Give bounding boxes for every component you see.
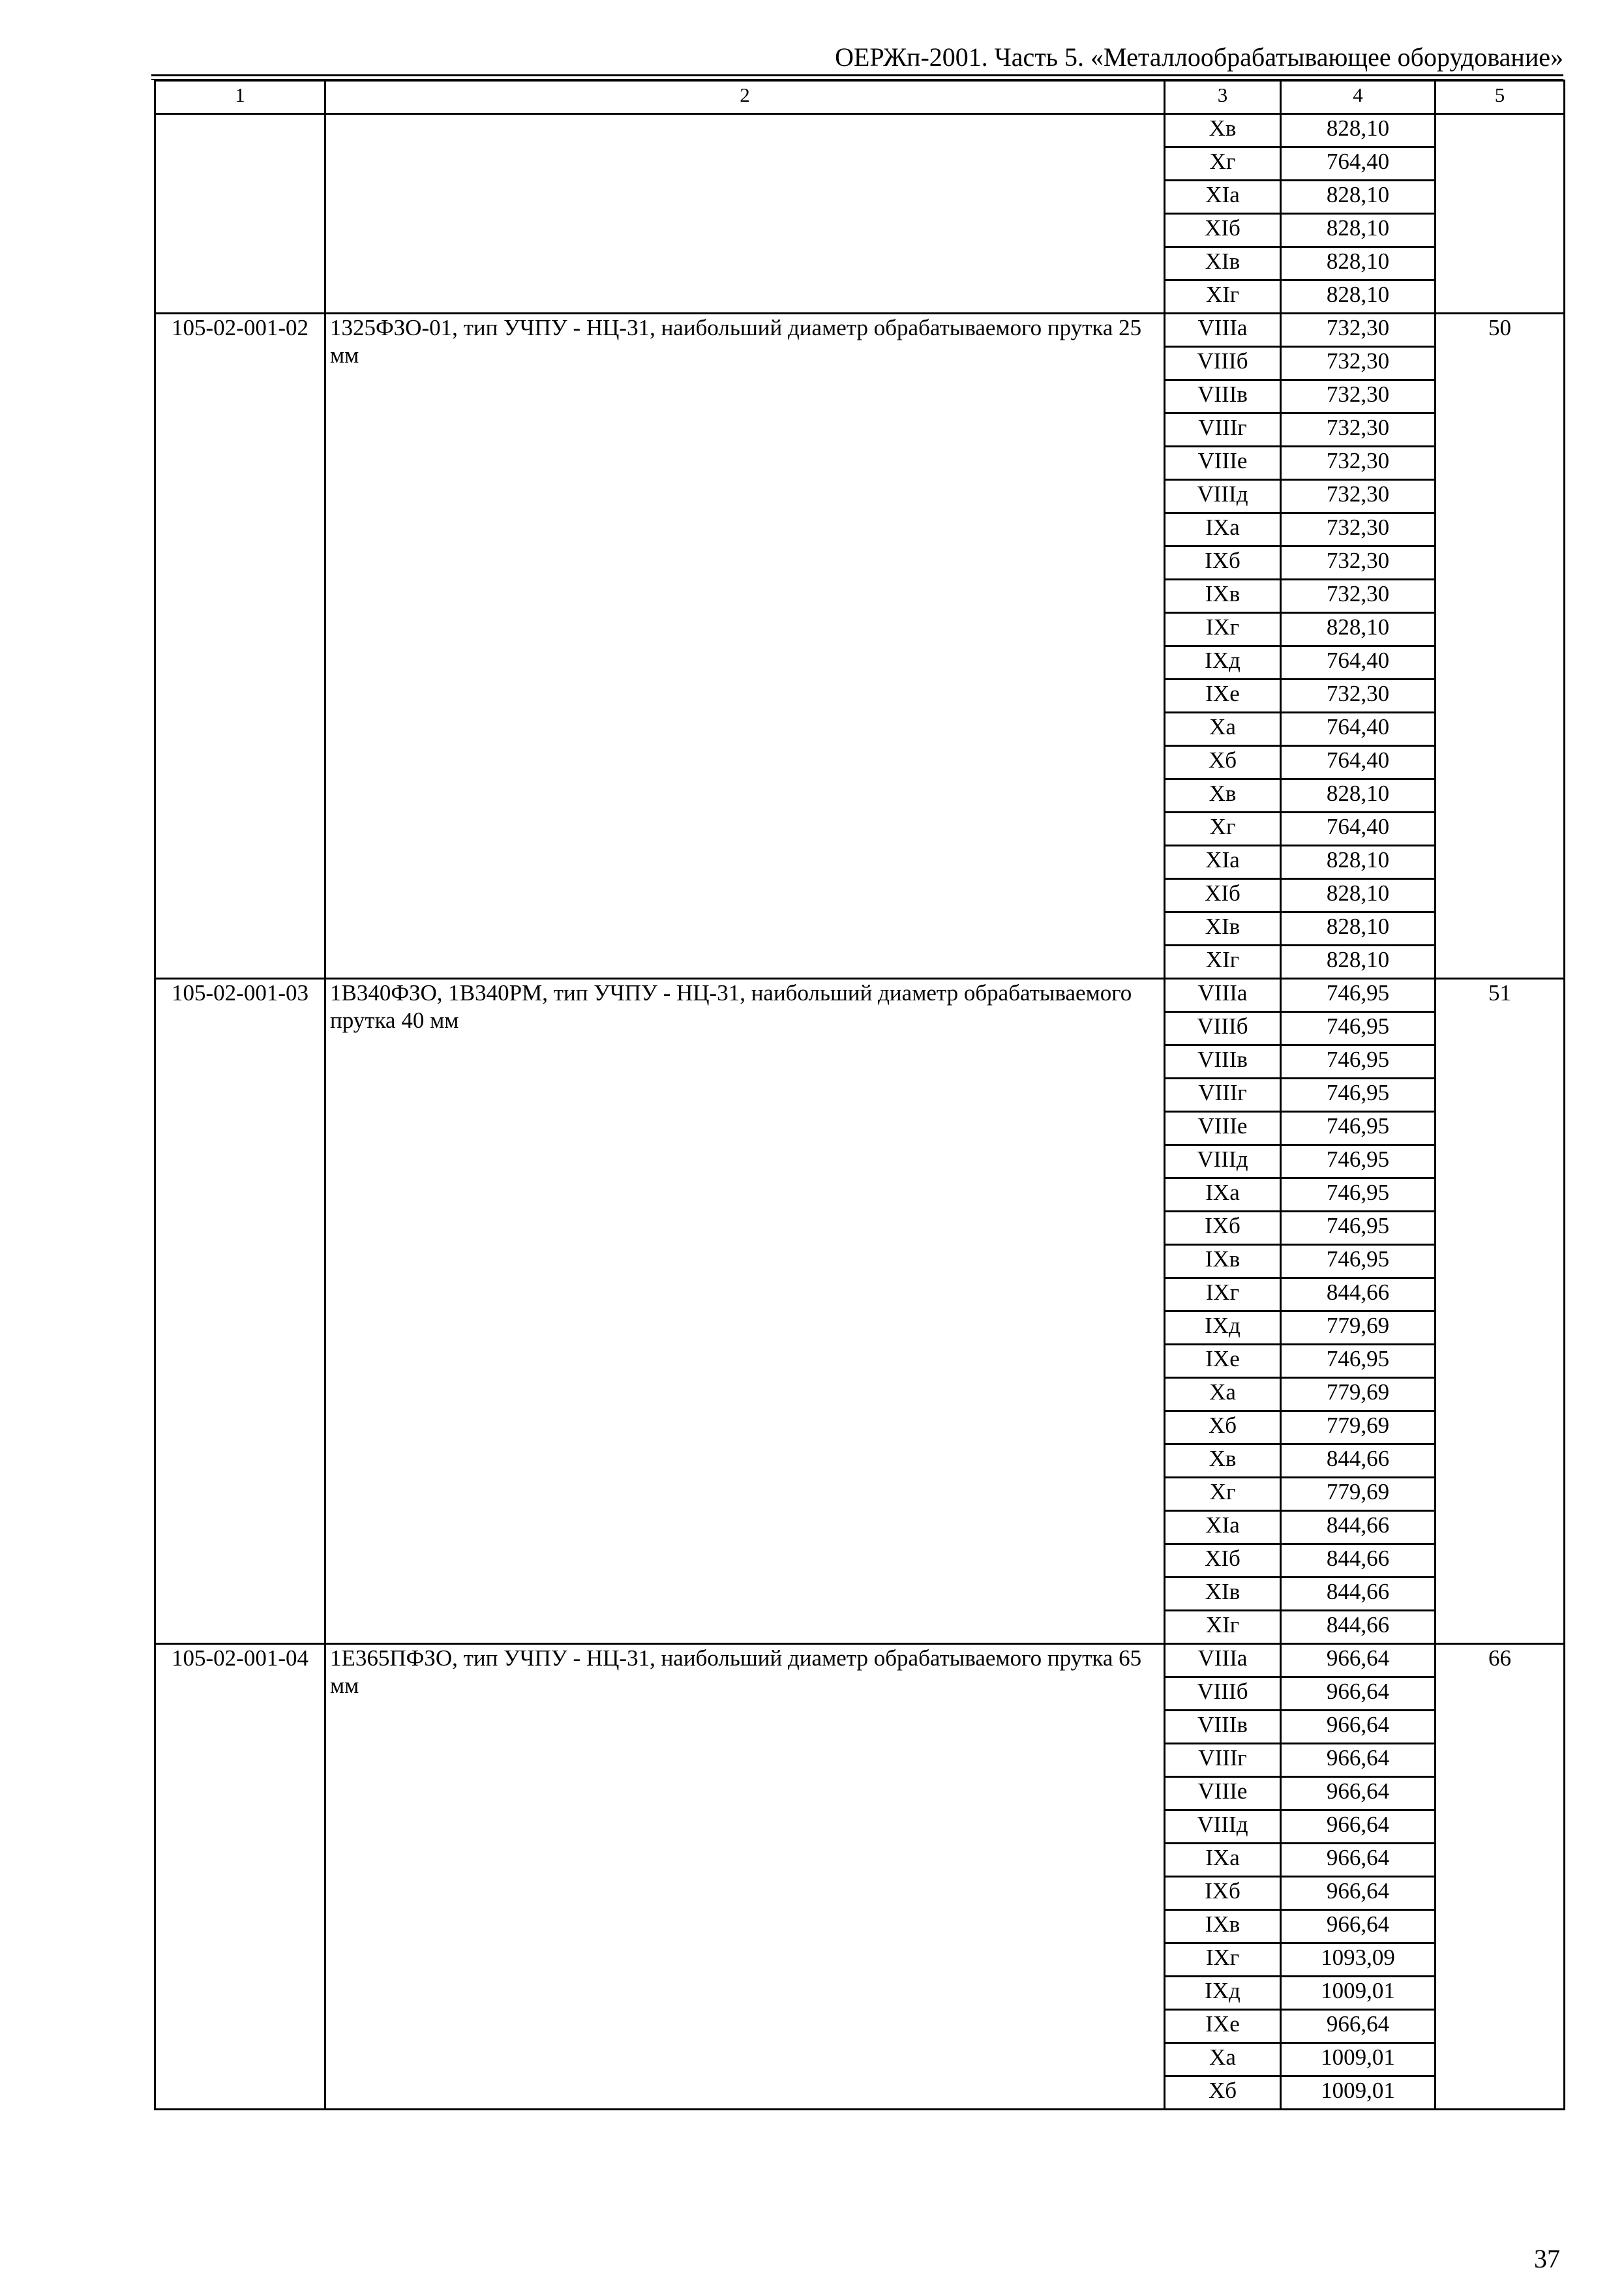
zone-code: IXг xyxy=(1165,613,1281,646)
zone-code: Xб xyxy=(1165,1411,1281,1444)
zone-price: 966,64 xyxy=(1281,1777,1436,1810)
zone-code: IXб xyxy=(1165,1212,1281,1245)
zone-code: XIв xyxy=(1165,912,1281,946)
zone-price: 732,30 xyxy=(1281,347,1436,380)
zone-price: 746,95 xyxy=(1281,1245,1436,1278)
zone-price: 746,95 xyxy=(1281,1145,1436,1178)
zone-code: VIIIд xyxy=(1165,480,1281,513)
zone-price: 779,69 xyxy=(1281,1411,1436,1444)
zone-price: 732,30 xyxy=(1281,380,1436,413)
column-number-4: 4 xyxy=(1281,81,1436,114)
zone-price: 764,40 xyxy=(1281,147,1436,181)
equipment-description xyxy=(325,114,1165,314)
zone-price: 732,30 xyxy=(1281,513,1436,546)
zone-code: XIб xyxy=(1165,879,1281,912)
zone-price: 828,10 xyxy=(1281,879,1436,912)
zone-price: 732,30 xyxy=(1281,447,1436,480)
zone-code: VIIIа xyxy=(1165,979,1281,1012)
table-row xyxy=(155,979,1565,1012)
zone-code: IXе xyxy=(1165,1345,1281,1378)
zone-price: 828,10 xyxy=(1281,946,1436,979)
zone-code: Xа xyxy=(1165,2043,1281,2076)
page-number: 37 xyxy=(1534,2244,1560,2273)
zone-code: Xв xyxy=(1165,114,1281,147)
zone-price: 764,40 xyxy=(1281,813,1436,846)
group-extra-value xyxy=(1436,114,1565,314)
zone-price: 746,95 xyxy=(1281,1012,1436,1045)
zone-price: 966,64 xyxy=(1281,1677,1436,1711)
zone-code: IXа xyxy=(1165,513,1281,546)
zone-code: IXд xyxy=(1165,1311,1281,1345)
zone-code: XIв xyxy=(1165,1578,1281,1611)
rates-table-body xyxy=(155,81,1565,2110)
zone-code: IXа xyxy=(1165,1844,1281,1877)
zone-code: IXб xyxy=(1165,546,1281,580)
zone-code: IXд xyxy=(1165,646,1281,680)
rates-table xyxy=(154,80,1565,2110)
zone-code: VIIIб xyxy=(1165,1012,1281,1045)
zone-price: 746,95 xyxy=(1281,1045,1436,1079)
zone-code: XIг xyxy=(1165,280,1281,314)
column-number-row xyxy=(155,81,1565,114)
rate-code: 105-02-001-04 xyxy=(155,1644,325,2110)
zone-price: 828,10 xyxy=(1281,912,1436,946)
column-number-2: 2 xyxy=(325,81,1165,114)
rate-code xyxy=(155,114,325,314)
rate-code: 105-02-001-03 xyxy=(155,979,325,1644)
zone-code: IXа xyxy=(1165,1178,1281,1212)
zone-code: VIIIе xyxy=(1165,1777,1281,1810)
zone-price: 966,64 xyxy=(1281,1910,1436,1943)
zone-code: IXв xyxy=(1165,1245,1281,1278)
group-extra-value: 66 xyxy=(1436,1644,1565,2110)
zone-price: 966,64 xyxy=(1281,1877,1436,1910)
zone-price: 746,95 xyxy=(1281,1112,1436,1145)
zone-code: VIIIд xyxy=(1165,1145,1281,1178)
zone-code: VIIIг xyxy=(1165,1079,1281,1112)
zone-price: 764,40 xyxy=(1281,713,1436,746)
zone-price: 1009,01 xyxy=(1281,1977,1436,2010)
zone-price: 966,64 xyxy=(1281,2010,1436,2043)
zone-price: 844,66 xyxy=(1281,1278,1436,1311)
zone-code: VIIIв xyxy=(1165,1045,1281,1079)
zone-price: 844,66 xyxy=(1281,1544,1436,1578)
zone-code: IXе xyxy=(1165,680,1281,713)
zone-price: 828,10 xyxy=(1281,846,1436,879)
table-row xyxy=(155,1644,1565,1677)
zone-code: IXд xyxy=(1165,1977,1281,2010)
zone-code: VIIIе xyxy=(1165,447,1281,480)
zone-code: VIIIб xyxy=(1165,347,1281,380)
zone-code: IXе xyxy=(1165,2010,1281,2043)
zone-price: 828,10 xyxy=(1281,114,1436,147)
zone-code: IXг xyxy=(1165,1278,1281,1311)
zone-price: 746,95 xyxy=(1281,1212,1436,1245)
zone-price: 746,95 xyxy=(1281,979,1436,1012)
zone-code: VIIIв xyxy=(1165,380,1281,413)
zone-code: VIIIг xyxy=(1165,413,1281,447)
zone-price: 844,66 xyxy=(1281,1611,1436,1644)
zone-code: VIIIг xyxy=(1165,1744,1281,1777)
equipment-description: 1Е365ПФЗО, тип УЧПУ - НЦ-31, наибольший диаметр обрабатываемого прутка 65 мм xyxy=(325,1644,1165,2110)
zone-price: 828,10 xyxy=(1281,779,1436,813)
zone-code: Xв xyxy=(1165,1444,1281,1478)
zone-code: Xа xyxy=(1165,1378,1281,1411)
zone-price: 1093,09 xyxy=(1281,1943,1436,1977)
column-number-3: 3 xyxy=(1165,81,1281,114)
zone-price: 779,69 xyxy=(1281,1478,1436,1511)
equipment-description: 1325ФЗО-01, тип УЧПУ - НЦ-31, наибольший диаметр обрабатываемого прутка 25 мм xyxy=(325,314,1165,979)
zone-code: VIIIа xyxy=(1165,1644,1281,1677)
zone-code: XIб xyxy=(1165,214,1281,247)
zone-code: VIIIе xyxy=(1165,1112,1281,1145)
table-row xyxy=(155,314,1565,347)
zone-code: XIв xyxy=(1165,247,1281,280)
zone-price: 966,64 xyxy=(1281,1644,1436,1677)
zone-price: 828,10 xyxy=(1281,613,1436,646)
zone-code: Xа xyxy=(1165,713,1281,746)
zone-code: VIIIв xyxy=(1165,1711,1281,1744)
zone-price: 732,30 xyxy=(1281,413,1436,447)
zone-code: IXг xyxy=(1165,1943,1281,1977)
zone-price: 828,10 xyxy=(1281,280,1436,314)
zone-price: 732,30 xyxy=(1281,314,1436,347)
zone-price: 966,64 xyxy=(1281,1810,1436,1844)
zone-price: 732,30 xyxy=(1281,546,1436,580)
zone-price: 764,40 xyxy=(1281,646,1436,680)
header-rule xyxy=(151,74,1563,76)
zone-price: 732,30 xyxy=(1281,480,1436,513)
zone-code: Xг xyxy=(1165,1478,1281,1511)
zone-price: 732,30 xyxy=(1281,580,1436,613)
zone-code: IXв xyxy=(1165,580,1281,613)
zone-price: 828,10 xyxy=(1281,181,1436,214)
zone-price: 844,66 xyxy=(1281,1511,1436,1544)
zone-code: XIа xyxy=(1165,181,1281,214)
zone-price: 844,66 xyxy=(1281,1444,1436,1478)
zone-code: IXв xyxy=(1165,1910,1281,1943)
zone-code: Xв xyxy=(1165,779,1281,813)
zone-price: 966,64 xyxy=(1281,1844,1436,1877)
zone-price: 1009,01 xyxy=(1281,2043,1436,2076)
zone-price: 732,30 xyxy=(1281,680,1436,713)
zone-code: XIг xyxy=(1165,946,1281,979)
equipment-description: 1В340ФЗО, 1В340РМ, тип УЧПУ - НЦ-31, наибольший диаметр обрабатываемого прутка 40 мм xyxy=(325,979,1165,1644)
zone-code: Xг xyxy=(1165,147,1281,181)
column-number-1: 1 xyxy=(155,81,325,114)
zone-price: 844,66 xyxy=(1281,1578,1436,1611)
zone-code: IXб xyxy=(1165,1877,1281,1910)
zone-price: 746,95 xyxy=(1281,1178,1436,1212)
zone-code: Xб xyxy=(1165,2076,1281,2110)
page-header: ОЕРЖп-2001. Часть 5. «Металлообрабатывающее оборудование» xyxy=(835,42,1563,72)
zone-code: XIб xyxy=(1165,1544,1281,1578)
zone-code: VIIIд xyxy=(1165,1810,1281,1844)
zone-code: VIIIа xyxy=(1165,314,1281,347)
zone-price: 764,40 xyxy=(1281,746,1436,779)
group-extra-value: 50 xyxy=(1436,314,1565,979)
zone-price: 828,10 xyxy=(1281,214,1436,247)
zone-code: XIг xyxy=(1165,1611,1281,1644)
zone-code: Xб xyxy=(1165,746,1281,779)
column-number-5: 5 xyxy=(1436,81,1565,114)
group-extra-value: 51 xyxy=(1436,979,1565,1644)
rate-code: 105-02-001-02 xyxy=(155,314,325,979)
zone-code: VIIIб xyxy=(1165,1677,1281,1711)
zone-price: 828,10 xyxy=(1281,247,1436,280)
zone-price: 746,95 xyxy=(1281,1345,1436,1378)
zone-price: 779,69 xyxy=(1281,1378,1436,1411)
zone-code: XIа xyxy=(1165,1511,1281,1544)
zone-code: Xг xyxy=(1165,813,1281,846)
zone-price: 966,64 xyxy=(1281,1711,1436,1744)
zone-code: XIа xyxy=(1165,846,1281,879)
zone-price: 966,64 xyxy=(1281,1744,1436,1777)
zone-price: 746,95 xyxy=(1281,1079,1436,1112)
zone-price: 779,69 xyxy=(1281,1311,1436,1345)
zone-price: 1009,01 xyxy=(1281,2076,1436,2110)
table-row xyxy=(155,114,1565,147)
